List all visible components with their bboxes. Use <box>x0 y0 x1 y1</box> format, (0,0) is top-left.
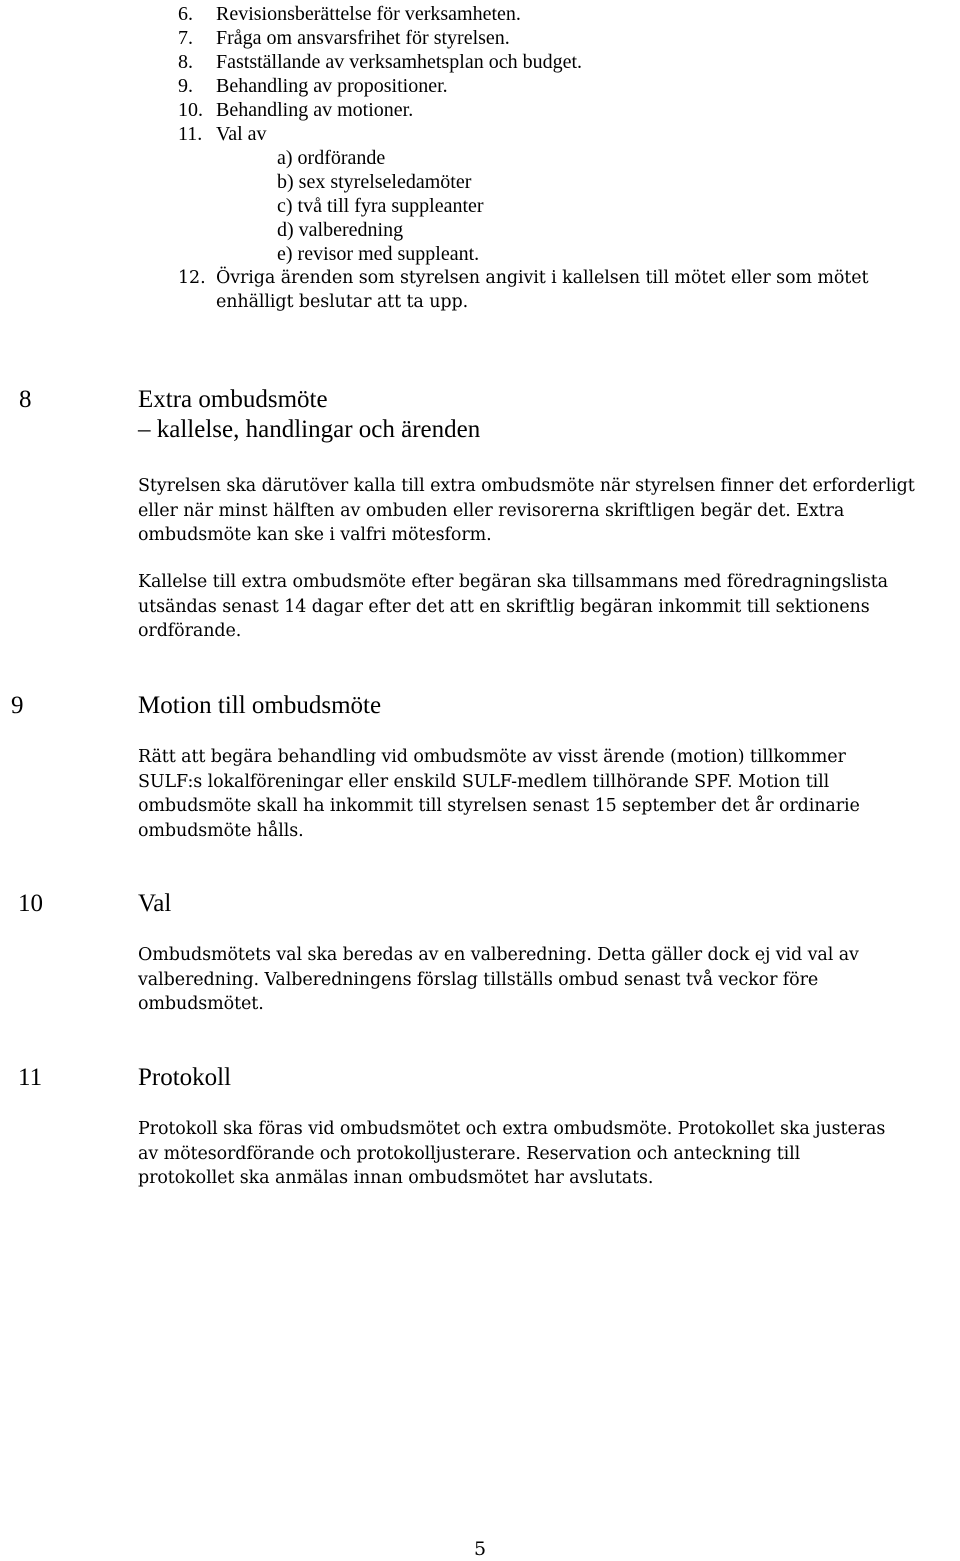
list-text: Fastställande av verksamhetsplan och budget. <box>216 51 583 73</box>
section-number: 9 <box>11 692 24 719</box>
section-title: Val <box>138 890 172 917</box>
list-text: Revisionsberättelse för verksamheten. <box>216 3 521 25</box>
list-text: Övriga ärenden som styrelsen angivit i kallelsen till mötet eller som mötet <box>216 268 869 288</box>
list-number: 9. <box>178 75 193 97</box>
list-number: 8. <box>178 51 193 73</box>
paragraph-line: Rätt att begära behandling vid ombudsmöte av visst ärende (motion) tillkommer <box>138 747 846 767</box>
paragraph-line: Kallelse till extra ombudsmöte efter begäran ska tillsammans med föredragningslista <box>138 572 888 592</box>
sub-list-item: e) revisor med suppleant. <box>277 243 480 265</box>
section-10-paragraph-1 <box>138 943 960 1017</box>
sub-list-item: b) sex styrelseledamöter <box>277 171 472 193</box>
list-text: Behandling av motioner. <box>216 99 414 121</box>
section-number: 11 <box>18 1064 43 1091</box>
paragraph-line: SULF:s lokalföreningar eller enskild SULF-medlem tillhörande SPF. Motion till <box>138 771 830 792</box>
sub-list-item: d) valberedning <box>277 219 404 241</box>
section-title: Motion till ombudsmöte <box>138 692 382 719</box>
paragraph-line: ombudsmöte skall ha inkommit till styrelsen senast 15 september det år ordinarie <box>138 796 860 816</box>
paragraph-line: ombudsmötet. <box>138 994 264 1014</box>
section-title: Protokoll <box>138 1064 232 1091</box>
paragraph-line: Styrelsen ska därutöver kalla till extra ombudsmöte när styrelsen finner det erforderligt <box>138 476 915 496</box>
paragraph-line: valberedning. Valberedningens förslag tillställs ombud senast två veckor före <box>138 969 819 990</box>
section-8-subtitle: – kallelse, handlingar och ärenden <box>138 416 481 443</box>
sub-list-item: c) två till fyra suppleanter <box>277 195 484 217</box>
page-number: 5 <box>474 1538 487 1560</box>
section-title: Extra ombudsmöte <box>138 386 328 413</box>
list-number: 6. <box>178 3 193 25</box>
paragraph-line: Ombudsmötets val ska beredas av en valberedning. Detta gäller dock ej vid val av <box>138 945 859 965</box>
paragraph-line: ordförande. <box>138 621 242 641</box>
list-text: Behandling av propositioner. <box>216 75 448 97</box>
section-9-paragraph-1 <box>138 745 960 843</box>
section-11-paragraph-1 <box>138 1117 960 1191</box>
list-text: Fråga om ansvarsfrihet för styrelsen. <box>216 27 510 49</box>
paragraph-line: av mötesordförande och protokolljusterare. Reservation och anteckning till <box>138 1143 801 1164</box>
paragraph-line: ombudsmöte hålls. <box>138 820 304 841</box>
list-text: Val av <box>216 123 267 145</box>
sub-list-item: a) ordförande <box>277 147 386 169</box>
list-text: enhälligt beslutar att ta upp. <box>216 292 469 312</box>
list-number: 10. <box>178 99 203 121</box>
list-number: 7. <box>178 27 193 49</box>
list-number: 11. <box>178 123 203 145</box>
section-number: 8 <box>19 386 32 413</box>
section-number: 10 <box>18 890 43 917</box>
section-8-paragraph-2 <box>138 570 960 644</box>
paragraph-line: ombudsmöte kan ske i valfri mötesform. <box>138 525 492 545</box>
paragraph-line: protokollet ska anmälas innan ombudsmötet har avslutats. <box>138 1168 654 1188</box>
paragraph-line: eller när minst hälften av ombuden eller revisorerna skriftligen begär det. Extra <box>138 500 845 521</box>
paragraph-line: utsändas senast 14 dagar efter det att en skriftlig begäran inkommit till sektionens <box>138 596 870 617</box>
paragraph-line: Protokoll ska föras vid ombudsmötet och extra ombudsmöte. Protokollet ska justeras <box>138 1119 886 1139</box>
section-8-paragraph-1 <box>138 474 960 548</box>
list-number: 12. <box>178 268 206 288</box>
